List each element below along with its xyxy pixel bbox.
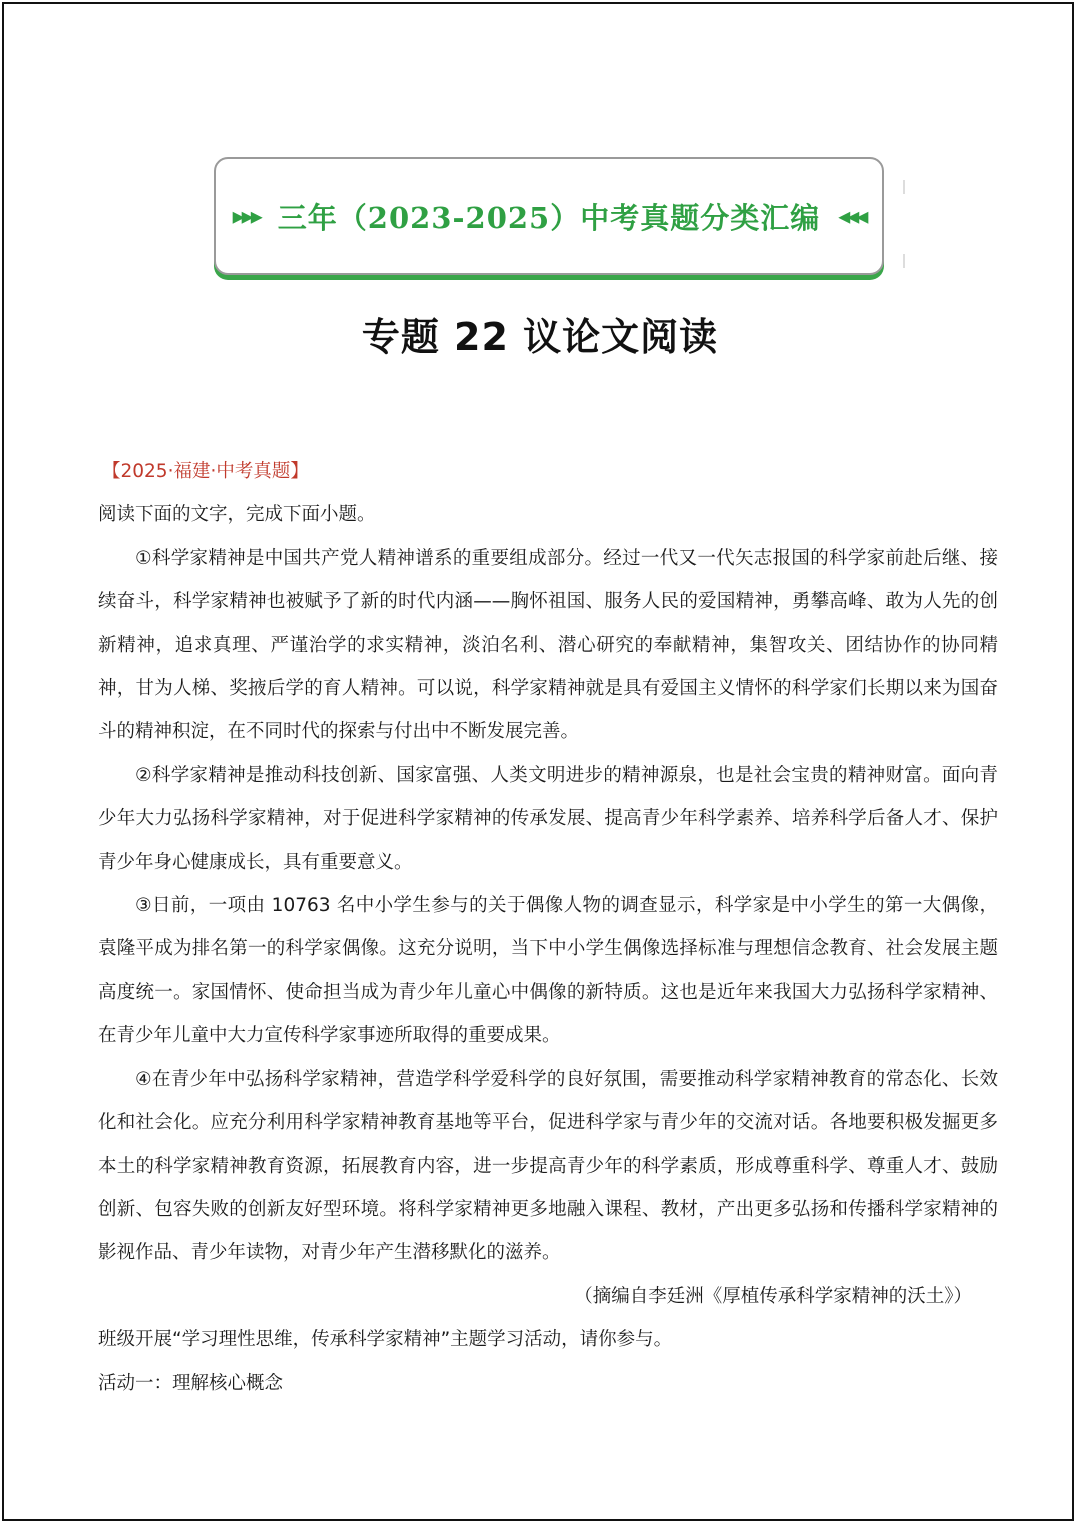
paragraph-3: ③日前，一项由 10763 名中小学生参与的关于偶像人物的调查显示，科学家是中小学生的第一大偶像，袁隆平成为排名第一的科学家偶像。这充分说明，当下中小学生偶像选择标准与理想信念教育、社会发展主题高度统一。家国情怀、使命担当成为青少年儿童心中偶像的新特质。这也是近年来我国大力弘扬科学家精神、在青少年儿童中大力宣传科学家事迹所取得的重要成果。 — [98, 895, 998, 1047]
series-banner — [214, 157, 884, 275]
document-title: 专题 22 议论文阅读 — [361, 315, 719, 359]
document-body — [98, 450, 998, 1405]
paragraph-2: ②科学家精神是推动科技创新、国家富强、人类文明进步的精神源泉，也是社会宝贵的精神财富。面向青少年大力弘扬科学家精神，对于促进科学家精神的传承发展、提高青少年科学素养、培养科学后备人才、保护青少年身心健康成长，具有重要意义。 — [98, 764, 998, 873]
activity-intro: 班级开展“学习理性思维，传承科学家精神”主题学习活动，请你参与。 — [98, 1329, 673, 1351]
banner-side-mark — [903, 254, 905, 268]
banner-title: 三年（2023-2025）中考真题分类汇编 — [277, 200, 821, 235]
source-attribution: （摘编自李廷洲《厚植传承科学家精神的沃土》） — [574, 1285, 972, 1307]
reading-instruction: 阅读下面的文字，完成下面小题。 — [98, 504, 376, 526]
paragraph-1: ①科学家精神是中国共产党人精神谱系的重要组成部分。经过一代又一代矢志报国的科学家前赴后继、接续奋斗，科学家精神也被赋予了新的时代内涵——胸怀祖国、服务人民的爱国精神，勇攀高峰、敢为人先的创新精神，追求真理、严谨治学的求实精神，淡泊名利、潜心研究的奉献精神，集智攻关、团结协作的协同精神，甘为人梯、奖掖后学的育人精神。可以说，科学家精神就是具有爱国主义情怀的科学家们长期以来为国奋斗的精神积淀，在不同时代的探索与付出中不断发展完善。 — [98, 547, 998, 743]
source-tag — [98, 450, 998, 493]
left-arrows-icon: ◂◂◂ — [838, 202, 866, 230]
source-tag-text: 【2025·福建·中考真题】 — [102, 461, 309, 482]
activity-one-heading: 活动一：理解核心概念 — [98, 1372, 284, 1394]
banner-side-mark — [903, 180, 905, 194]
right-arrows-icon: ▸▸▸ — [232, 202, 260, 230]
paragraph-4: ④在青少年中弘扬科学家精神，营造学科学爱科学的良好氛围，需要推动科学家精神教育的常态化、长效化和社会化。应充分利用科学家精神教育基地等平台，促进科学家与青少年的交流对话。各地要积极发掘更多本土的科学家精神教育资源，拓展教育内容，进一步提高青少年的科学素质，形成尊重科学、尊重人才、鼓励创新、包容失败的创新友好型环境。将科学家精神更多地融入课程、教材，产出更多弘扬和传播科学家精神的影视作品、青少年读物，对青少年产生潜移默化的滋养。 — [98, 1068, 998, 1264]
